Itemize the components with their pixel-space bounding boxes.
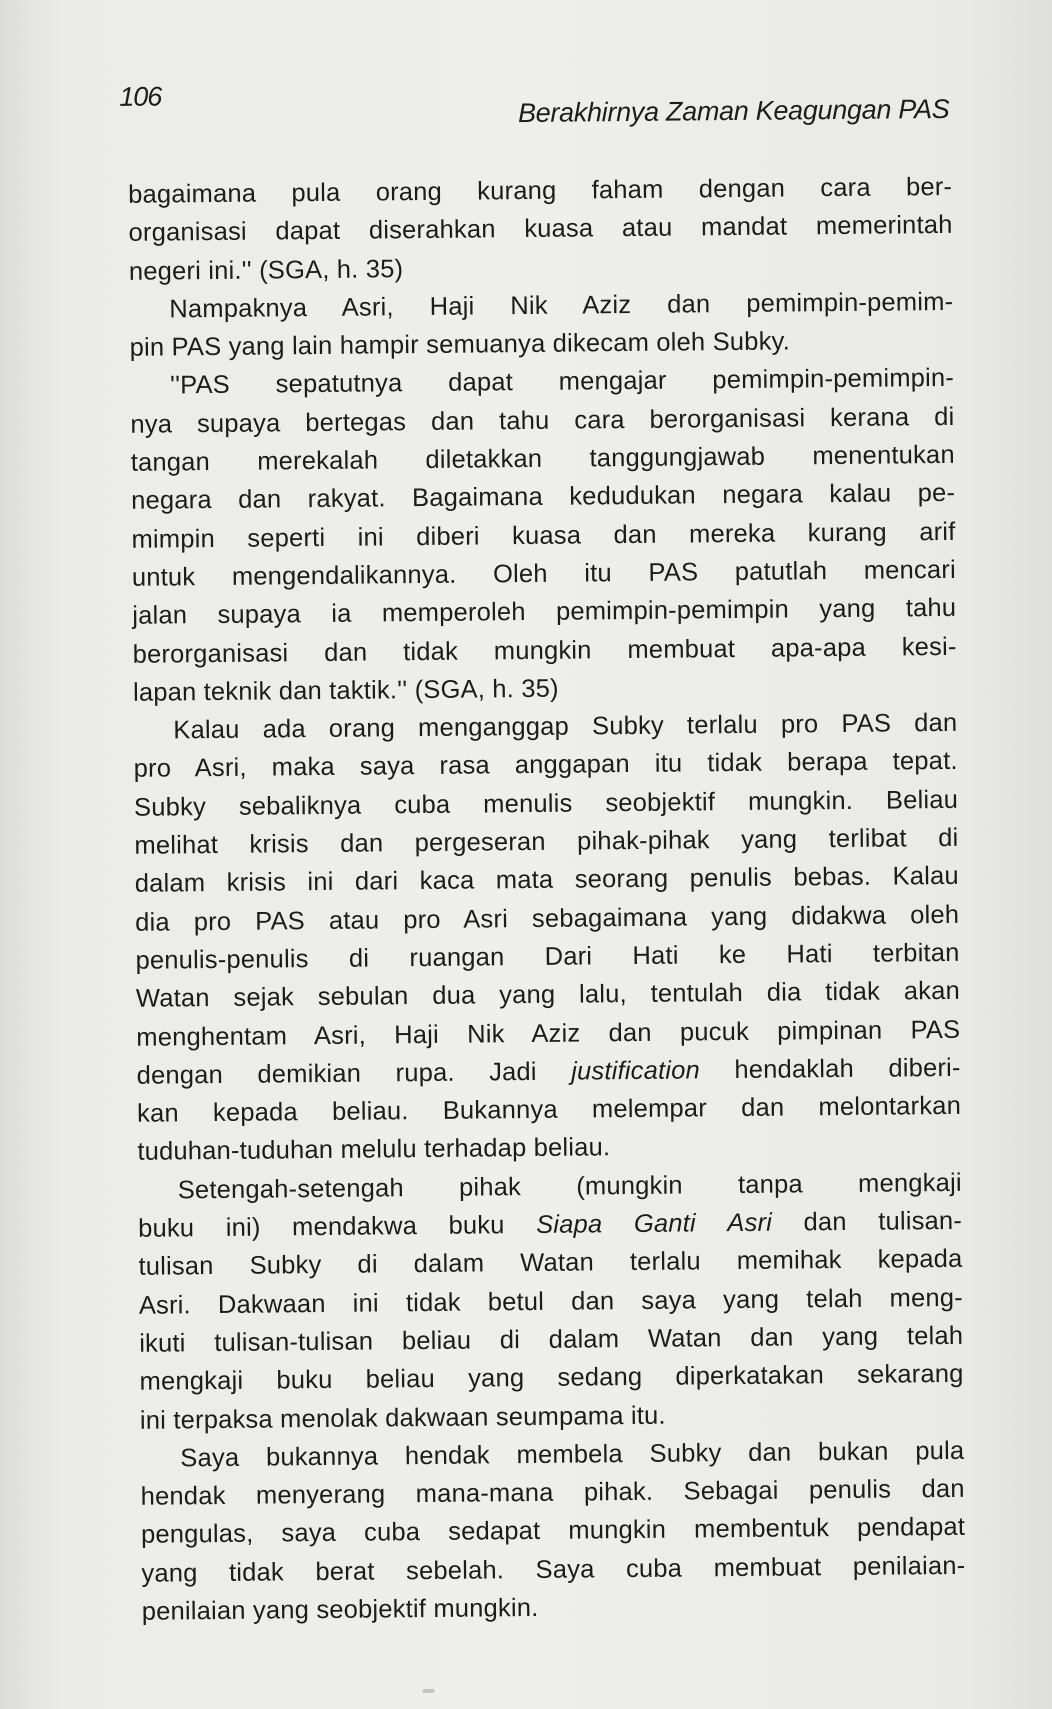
text-line: berorganisasi dan tidak mungkin membuat apa-apa kesi- bbox=[132, 632, 957, 669]
text-line: pro Asri, maka saya rasa anggapan itu tidak berapa tepat. bbox=[133, 747, 958, 784]
text-line: tuduhan-tuduhan melulu terhadap beliau. bbox=[137, 1133, 611, 1167]
text-line: untuk mengendalikannya. Oleh itu PAS patutlah mencari bbox=[131, 555, 956, 592]
text-line: ikuti tulisan-tulisan beliau di dalam Watan dan yang telah bbox=[139, 1321, 964, 1358]
word: Jadi bbox=[489, 1057, 537, 1087]
running-head: Berakhirnya Zaman Keagungan PAS bbox=[517, 93, 950, 129]
word: buku bbox=[138, 1214, 195, 1243]
text-line: jalan supaya ia memperoleh pemimpin-pemimpin yang tahu bbox=[132, 594, 957, 631]
word: Asri bbox=[727, 1208, 773, 1238]
text-line: nya supaya bertegas dan tahu cara berorganisasi kerana di bbox=[130, 402, 955, 439]
text-line: tulisan Subky di dalam Watan terlalu memihak kepada bbox=[138, 1245, 963, 1282]
text-line: Setengah-setengah pihak (mungkin tanpa mengkaji bbox=[177, 1168, 962, 1205]
text-line: ''PAS sepatutnya dapat mengajar pemimpin-pemimpin- bbox=[169, 364, 955, 400]
word: dengan bbox=[136, 1060, 224, 1090]
word: Ganti bbox=[633, 1209, 696, 1239]
word: Siapa bbox=[536, 1210, 603, 1239]
text-line: dalam krisis ini dari kaca mata seorang penulis bebas. Kalau bbox=[134, 862, 959, 899]
word: ini) bbox=[225, 1213, 261, 1242]
text-line: pin PAS yang lain hampir semuanya dikecam oleh Subky. bbox=[129, 327, 791, 362]
word: diberi- bbox=[888, 1053, 961, 1083]
text-line: bagaimana pula orang kurang faham dengan cara ber- bbox=[128, 172, 953, 209]
text-line: Kalau ada orang menganggap Subky terlalu pro PAS dan bbox=[173, 709, 958, 745]
text-line: penilaian yang seobjektif mungkin. bbox=[141, 1593, 539, 1626]
text-line: negara dan rakyat. Bagaimana kedudukan negara kalau pe- bbox=[131, 479, 956, 516]
text-line: penulis-penulis di ruangan Dari Hati ke Hati terbitan bbox=[135, 938, 960, 975]
paragraph bbox=[130, 359, 957, 712]
paragraph bbox=[129, 283, 954, 367]
text-line: negeri ini.'' (SGA, h. 35) bbox=[128, 254, 404, 286]
text-line: lapan teknik dan taktik.'' (SGA, h. 35) bbox=[132, 674, 559, 707]
text-line: tangan merekalah diletakkan tanggungjawab menentukan bbox=[130, 440, 955, 477]
text-line: mimpin seperti ini diberi kuasa dan mereka kurang arif bbox=[131, 517, 956, 554]
text-line: menghentam Asri, Haji Nik Aziz dan pucuk pimpinan PAS bbox=[136, 1015, 961, 1052]
text-line: hendak menyerang mana-mana pihak. Sebagai penulis dan bbox=[140, 1474, 965, 1511]
paragraph bbox=[140, 1432, 966, 1631]
page-number: 106 bbox=[119, 81, 162, 112]
text-line: mengkaji buku beliau yang sedang diperkatakan sekarang bbox=[139, 1360, 964, 1396]
print-smudge bbox=[423, 1689, 435, 1693]
body-text bbox=[128, 168, 966, 1631]
text-line: melihat krisis dan pergeseran pihak-pihak yang terlibat di bbox=[134, 823, 959, 860]
text-line: dia pro PAS atau pro Asri sebagaimana yang didakwa oleh bbox=[135, 900, 960, 937]
word: demikian bbox=[257, 1059, 362, 1089]
paragraph bbox=[138, 1164, 965, 1440]
text-line: Nampaknya Asri, Haji Nik Aziz dan pemimpin-pemim- bbox=[169, 287, 954, 324]
word: rupa. bbox=[395, 1058, 455, 1088]
text-line: organisasi dapat diserahkan kuasa atau mandat memerintah bbox=[128, 211, 953, 248]
word: hendaklah bbox=[734, 1054, 855, 1084]
text-line: pengulas, saya cuba sedapat mungkin membentuk pendapat bbox=[140, 1513, 966, 1550]
word: tulisan- bbox=[878, 1206, 963, 1236]
paragraph bbox=[128, 168, 953, 291]
text-line: Saya bukannya hendak membela Subky dan bukan pula bbox=[180, 1436, 965, 1473]
text-line: ini terpaksa menolak dakwaan seumpama itu. bbox=[139, 1401, 666, 1435]
word: dan bbox=[803, 1207, 847, 1237]
text-line: Asri. Dakwaan ini tidak betul dan saya yang telah meng- bbox=[138, 1283, 963, 1320]
text-line: yang tidak berat sebelah. Saya cuba membuat penilaian- bbox=[141, 1551, 966, 1588]
text-line: Watan sejak sebulan dua yang lalu, tentulah dia tidak akan bbox=[135, 977, 961, 1014]
word: buku bbox=[448, 1211, 505, 1240]
text-line: kan kepada beliau. Bukannya melempar dan melontarkan bbox=[136, 1091, 962, 1128]
paragraph bbox=[133, 704, 961, 1171]
word: justification bbox=[571, 1056, 701, 1086]
word: mendakwa bbox=[291, 1212, 418, 1242]
text-line: Subky sebaliknya cuba menulis seobjektif mungkin. Beliau bbox=[133, 785, 959, 822]
